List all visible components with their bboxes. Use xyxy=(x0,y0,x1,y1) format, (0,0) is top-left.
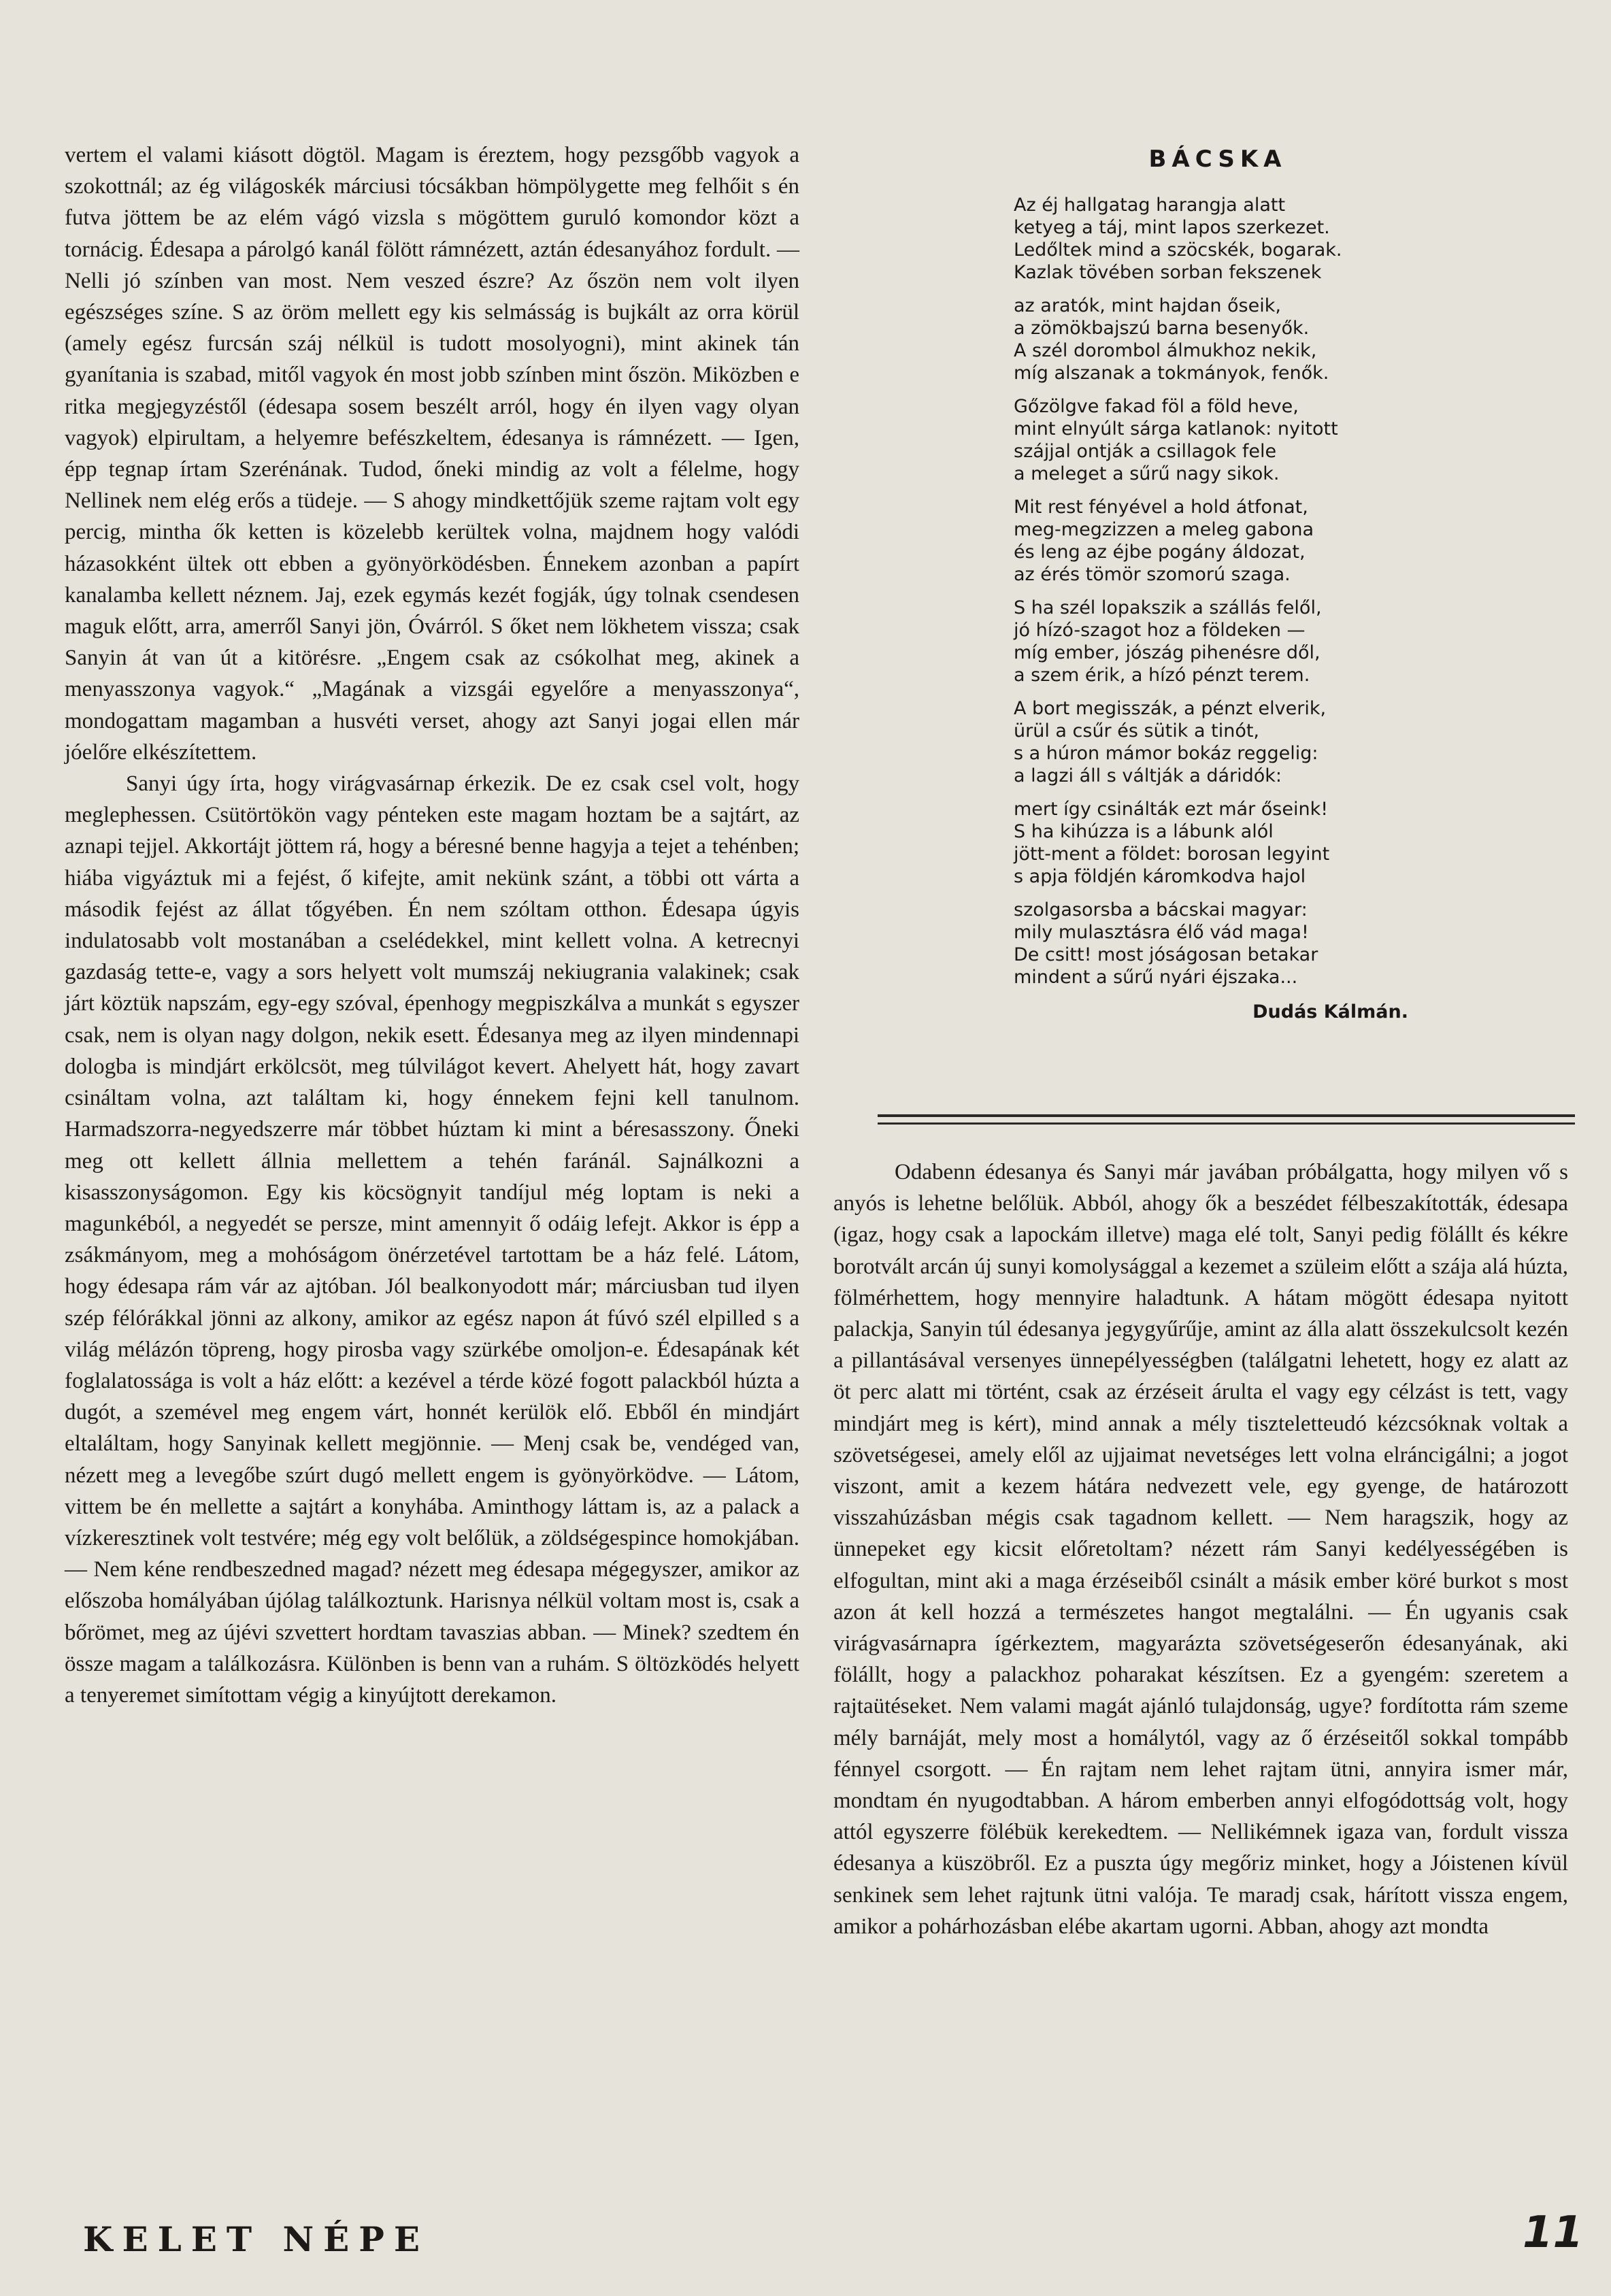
poem-line: az aratók, mint hajdan őseik, xyxy=(1014,295,1281,316)
poem-stanza xyxy=(1014,496,1422,586)
poem-line: jó hízó-szagot hoz a földeken — xyxy=(1014,620,1306,641)
poem-line: míg ember, jószág pihenésre dől, xyxy=(1014,642,1321,663)
poem-title: BÁCSKA xyxy=(1148,146,1287,173)
poem-stanza xyxy=(1014,395,1422,485)
poem-line: míg alszanak a tokmányok, fenők. xyxy=(1014,363,1329,384)
poem-line: Mit rest fényével a hold átfonat, xyxy=(1014,497,1308,518)
poem-line: jött-ment a földet: borosan legyint xyxy=(1014,844,1330,865)
poem-line: Gőzölgve fakad föl a föld heve, xyxy=(1014,396,1299,417)
poem-line: S ha kihúzza is a lábunk alól xyxy=(1014,821,1274,842)
poem-line: Kazlak tövében sorban fekszenek xyxy=(1014,262,1322,283)
left-article-column xyxy=(65,139,799,1711)
poem-stanza xyxy=(1014,597,1422,686)
article-paragraph: Odabenn édesanya és Sanyi már javában próbálgatta, hogy milyen vő s anyós is lehetne belőlük. Abból, ahogy ők a beszédet félbeszakították, édesapa (igaz, hogy csak a lapockám illetve) maga elé tolt, Sanyi pedig fölállt és kékre borotvált arcán új sunyi komolysággal a kezemet a szüleim előtt a szája alá húzta, fölmérhettem, hogy mennyire haladtunk. A hátam mögött édesapa nyitott palackja, Sanyin túl édesanya jegygyűrűje, amint az álla alatt összekulcsolt kezén a pillantásával versenyes ünnepélyességben (találgatni lehetett, hogy ez alatt az öt perc alatt mi történt, csak az érzéseit árulta el vagy egy célzást is tett, vagy mindjárt meg is kért), mind annak a mély tiszteletteudó kézcsóknak voltak a szövetségesei, amely elől az ujjaimat nevetséges lett volna elráncigálni; a jogot viszont, amit a kezem hátára nedvezett vele, egy gyenge, de határozott visszahúzásban mégis csak tagadnom kellett. — Nem haragszik, hogy az ünnepeket egy kicsit előretoltam? nézett rám Sanyi kedélyességében is elfogultan, mint aki a maga érzéseiből csinált a másik ember köré burkot s most azon át kell hozzá a természetes hangot megtalálni. — Én ugyanis csak virágvasárnapra ígérkeztem, magyarázta szövetségeserőn édesanyának, aki fölállt, hogy a palackhoz poharakat készítsen. Ez a gyengém: szeretem a rajtaütéseket. Nem valami magát ajánló tulajdonság, ugye? fordította rám szeme mély barnáját, mely most a homálytól, vagy az ő érzéseitől sokkal tompább fénnyel csorgott. — Én rajtam nem lehet rajtam ütni, annyira ismer már, mondtam én nyugodtabban. A három emberben annyi elfogódottság volt, hogy attól egyszerre fölébük kerekedtem. — Nellikémnek igaza van, fordult vissza édesanya a küszöbről. Ez a puszta úgy megőriz minket, hogy a Jóistenen kívül senkinek sem lehet rajtunk ütni valója. Te maradj csak, hárított vissza engem, amikor a pohárhozásban elébe akartam ugorni. Abban, ahogy azt mondta xyxy=(833,1160,1568,1939)
poem-line: s a húron mámor bokáz reggelig: xyxy=(1014,743,1318,764)
poem-line: A szél dorombol álmukhoz nekik, xyxy=(1014,340,1317,361)
magazine-title: KELET NÉPE xyxy=(83,2219,429,2259)
poem-stanza xyxy=(1014,295,1422,384)
poem-line: De csitt! most jóságosan betakar xyxy=(1014,944,1318,965)
poem-line: S ha szél lopakszik a szállás felől, xyxy=(1014,597,1322,618)
poem-stanza xyxy=(1014,697,1422,787)
poem-line: az érés tömör szomorú szaga. xyxy=(1014,564,1291,585)
poem-line: Ledőltek mind a szöcskék, bogarak. xyxy=(1014,239,1342,261)
poem-line: mily mulasztásra élő vád maga! xyxy=(1014,922,1309,943)
poem-line: Az éj hallgatag harangja alatt xyxy=(1014,195,1286,216)
poem-stanza xyxy=(1014,798,1422,888)
poem-line: A bort megisszák, a pénzt elverik, xyxy=(1014,698,1327,719)
article-paragraph: Sanyi úgy írta, hogy virágvasárnap érkezik. De ez csak csel volt, hogy meglephessen. Csütörtökön vagy pénteken este magam hoztam be a sajtárt, az aznapi tejjel. Akkortájt jöttem rá, hogy a béresné benne hagyja a tejet a tehénben; hiába vigyáztuk mi a fejést, ő kifejte, amit nekünk szánt, a többi ott várta a második fejést az állat tőgyében. Én nem szóltam otthon. Édesapa úgyis indulatosabb volt mostanában a cselédekkel, mint kellett volna. A ketrecnyi gazdaság tette-e, vagy a sors helyett volt mumszáj nekiugrania valakinek; csak járt köztük napszám, egy-egy szóval, épenhogy megpiszkálva a munkát s egyszer csak, nem is olyan nagy dolgon, nekik esett. Édesanya meg az ilyen mindennapi dologba is mindjárt erkölcsöt, meg túlvilágot kevert. Ahelyett hát, hogy zavart csináltam volna, azt találtam ki, hogy énnekem fejni kell tanulnom. Harmadszorra-negyedszerre már többet húztam ki mint a béresasszony. Őneki meg ott kellett állnia mellettem a tehén faránál. Sajnálkozni a kisasszonyságomon. Egy kis köcsögnyit tandíjul még loptam is neki a magunkéból, a negyedét se persze, mint amennyit ő odáig lefejt. Akkor is épp a zsákmányom, meg a mohóságom önérzetével tartottam be a ház felé. Látom, hogy édesapa rám vár az ajtóban. Jól bealkonyodott már; márciusban tud ilyen szép félórákkal jönni az alkony, amikor az egész napon át fúvó szél elpilled s a világ mélázón töpreng, hogy pirosba vagy szürkébe omoljon-e. Édesapának két foglalatossága is volt a ház előtt: a kezével a térde közé fogott palackból húzta a dugót, a szemével meg engem várt, honnét kerülök elő. Ebből én mindjárt eltaláltam, hogy Sanyinak kellett megjönnie. — Menj csak be, vendéged van, nézett meg a levegőbe szúrt dugó mellett engem is gyönyörködve. — Látom, vittem be én mellette a sajtárt a konyhába. Aminthogy láttam is, az a palack a vízkeresztinek volt testvére; még egy volt belőlük, a zöldségespince homokjában. — Nem kéne rendbeszedned magad? nézett meg édesapa mégegyszer, amikor az előszoba homályában újólag találkoztunk. Harisnya nélkül voltam most is, csak a bőrömet, meg az újévi szvettert hordtam tavaszias abban. — Minek? szedtem én össze magam a találkozásra. Különben is benn van a ruhám. S öltözködés helyett a tenyeremet simítottam végig a kinyújtott derekamon. xyxy=(65,771,799,1708)
section-divider-rule xyxy=(878,1114,1575,1117)
poem-line: szájjal ontják a csillagok fele xyxy=(1014,441,1277,462)
poem-stanza xyxy=(1014,194,1422,284)
poem-line: ketyeg a táj, mint lapos szerkezet. xyxy=(1014,217,1330,238)
poem-line: a zömökbajszú barna besenyők. xyxy=(1014,318,1310,339)
poem-line: s apja földjén káromkodva hajol xyxy=(1014,866,1306,887)
poem xyxy=(1014,136,1422,1023)
poem-line: mint elnyúlt sárga katlanok: nyitott xyxy=(1014,418,1338,439)
poem-author: Dudás Kálmán. xyxy=(1252,1001,1408,1022)
poem-stanza xyxy=(1014,899,1422,988)
poem-line: mert így csinálták ezt már őseink! xyxy=(1014,799,1329,820)
page-number: 11 xyxy=(1523,2208,1584,2258)
poem-line: és leng az éjbe pogány áldozat, xyxy=(1014,542,1306,563)
right-article-column xyxy=(833,1157,1568,1942)
poem-line: ürül a csűr és sütik a tinót, xyxy=(1014,720,1260,742)
poem-line: a lagzi áll s váltják a dáridók: xyxy=(1014,765,1282,786)
article-paragraph: vertem el valami kiásott dögtöl. Magam is éreztem, hogy pezsgőbb vagyok a szokottnál; az ég világoskék márciusi tócsákban hömpölygette meg felhőit s én futva jöttem be az elém vágó vizsla s mögöttem guruló komondor közt a tornácig. Édesapa a párolgó kanál fölött rámnézett, aztán édesanyához fordult. — Nelli jó színben van most. Nem veszed észre? Az őszön nem volt ilyen egészséges színe. S az öröm mellett egy kis selmásság is bujkált az orra körül (amely egész furcsán száj nélkül is tudott mosolyogni), mint akinek tán gyanítania is szabad, mitől vagyok én most jobb színben mint őszön. Miközben e ritka megjegyzéstől (édesapa sosem beszélt arról, hogy én ilyen vagy olyan vagyok) elpirultam, a helyemre befészkeltem, édesanya is rámnézett. — Igen, épp tegnap írtam Szerénának. Tudod, őneki mindig az volt a félelme, hogy Nellinek nem elég erős a tüdeje. — S ahogy mindkettőjük szeme rajtam volt egy percig, mintha ők ketten is közelebb kerültek volna, majdnem hogy valódi házasokként ültek ott ebben a gyönyörködésben. Énnekem azonban a papírt kanalamba kellett néznem. Jaj, ezek egymás kezét fogják, úgy tolnak csendesen maguk előtt, arra, amerről Sanyi jön, Óvárról. S őket nem lökhetem vissza; csak Sanyin át van út a kitörésre. „Engem csak az csókolhat meg, akinek a menyasszonya vagyok.“ „Magának a vizsgái egyelőre a menyasszonya“, mondogattam magamban a husvéti verset, ahogy azt Sanyi jogai ellen már jóelőre elkészítettem. xyxy=(65,143,799,765)
section-divider-rule xyxy=(878,1122,1575,1125)
poem-line: meg-megzizzen a meleg gabona xyxy=(1014,519,1314,540)
poem-line: szolgasorsba a bácskai magyar: xyxy=(1014,899,1308,920)
poem-line: a meleget a sűrű nagy sikok. xyxy=(1014,463,1280,484)
poem-line: mindent a sűrű nyári éjszaka... xyxy=(1014,967,1298,988)
poem-line: a szem érik, a hízó pénzt terem. xyxy=(1014,665,1310,686)
